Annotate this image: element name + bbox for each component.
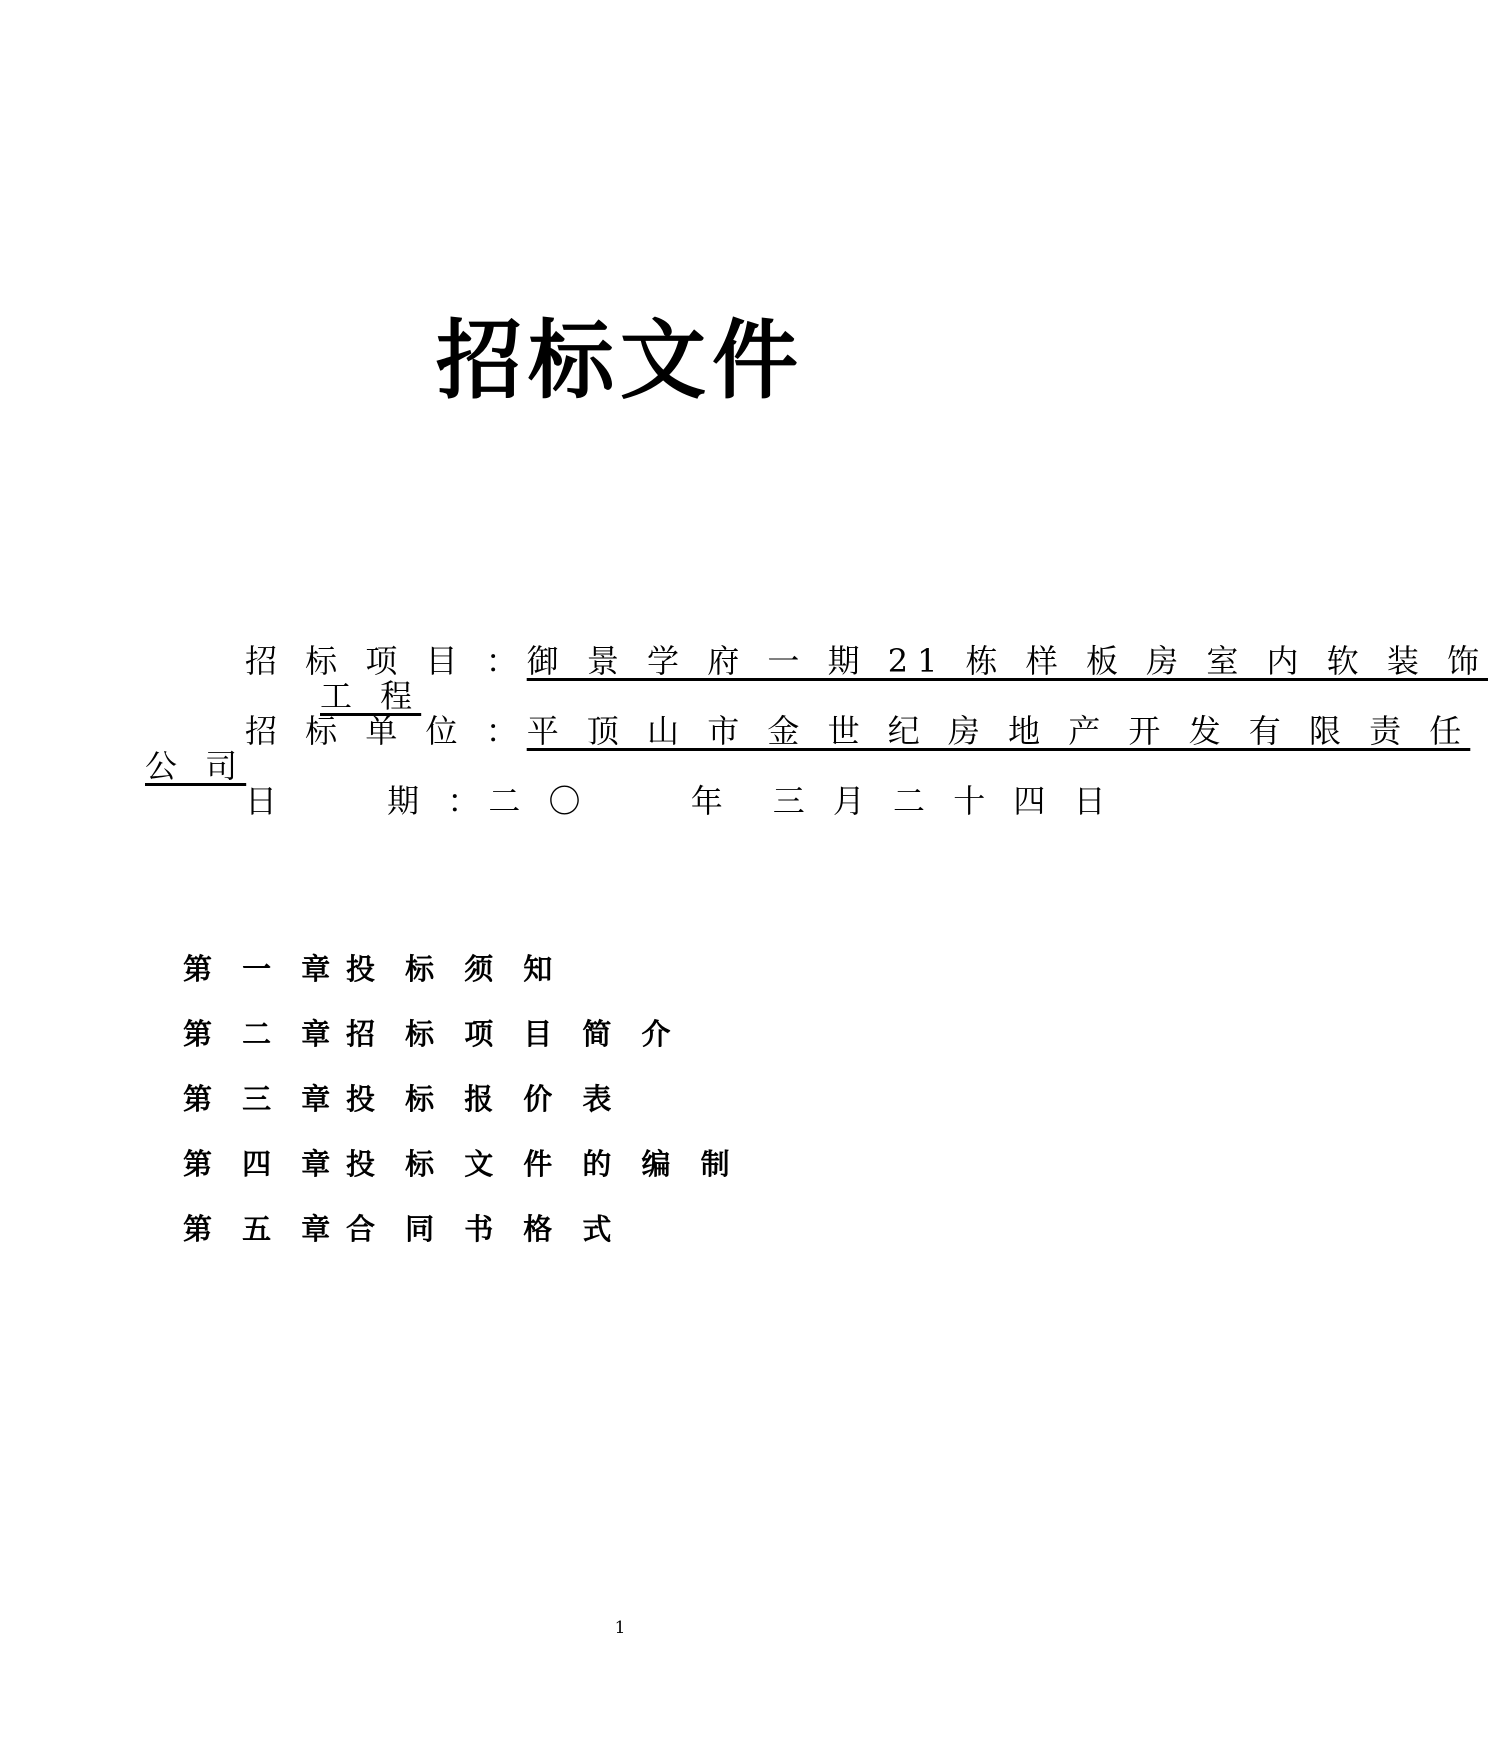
- toc-title: 投 标 须 知: [346, 952, 563, 986]
- toc-item: [183, 952, 740, 1020]
- date-label: 日 期 ：: [245, 782, 489, 820]
- document-title: 招标文件: [436, 310, 804, 411]
- toc-item: [183, 1147, 740, 1215]
- toc-title: 招 标 项 目 简 介: [346, 1017, 681, 1051]
- toc-item: [183, 1017, 740, 1085]
- unit-value-continued: 公 司: [145, 747, 247, 785]
- date-value: 二 〇 年 三 月 二 十 四 日: [488, 782, 1115, 820]
- toc-title: 合 同 书 格 式: [346, 1212, 622, 1246]
- project-row-continued: [320, 677, 422, 715]
- project-label: 招 标 项 目 ：: [245, 642, 527, 680]
- date-row: [245, 782, 1115, 820]
- project-value: 御 景 学 府 一 期 21 栋 样 板 房 室 内 软 装 饰: [526, 642, 1488, 680]
- project-value-continued: 工 程: [320, 677, 422, 715]
- unit-row: [245, 712, 1471, 750]
- toc-title: 投 标 文 件 的 编 制: [346, 1147, 740, 1181]
- project-row: [245, 642, 1488, 680]
- page-number: 1: [614, 1618, 626, 1638]
- toc-chapter: 第 五 章: [183, 1212, 341, 1246]
- toc-chapter: 第 一 章: [183, 952, 341, 986]
- unit-row-continued: [145, 747, 247, 785]
- unit-label: 招 标 单 位 ：: [245, 712, 527, 750]
- toc-title: 投 标 报 价 表: [346, 1082, 622, 1116]
- unit-value: 平 顶 山 市 金 世 纪 房 地 产 开 发 有 限 责 任: [526, 712, 1471, 750]
- toc-chapter: 第 二 章: [183, 1017, 341, 1051]
- toc-item: [183, 1212, 740, 1280]
- table-of-contents: [183, 952, 740, 1280]
- toc-item: [183, 1082, 740, 1150]
- toc-chapter: 第 三 章: [183, 1082, 341, 1116]
- toc-chapter: 第 四 章: [183, 1147, 341, 1181]
